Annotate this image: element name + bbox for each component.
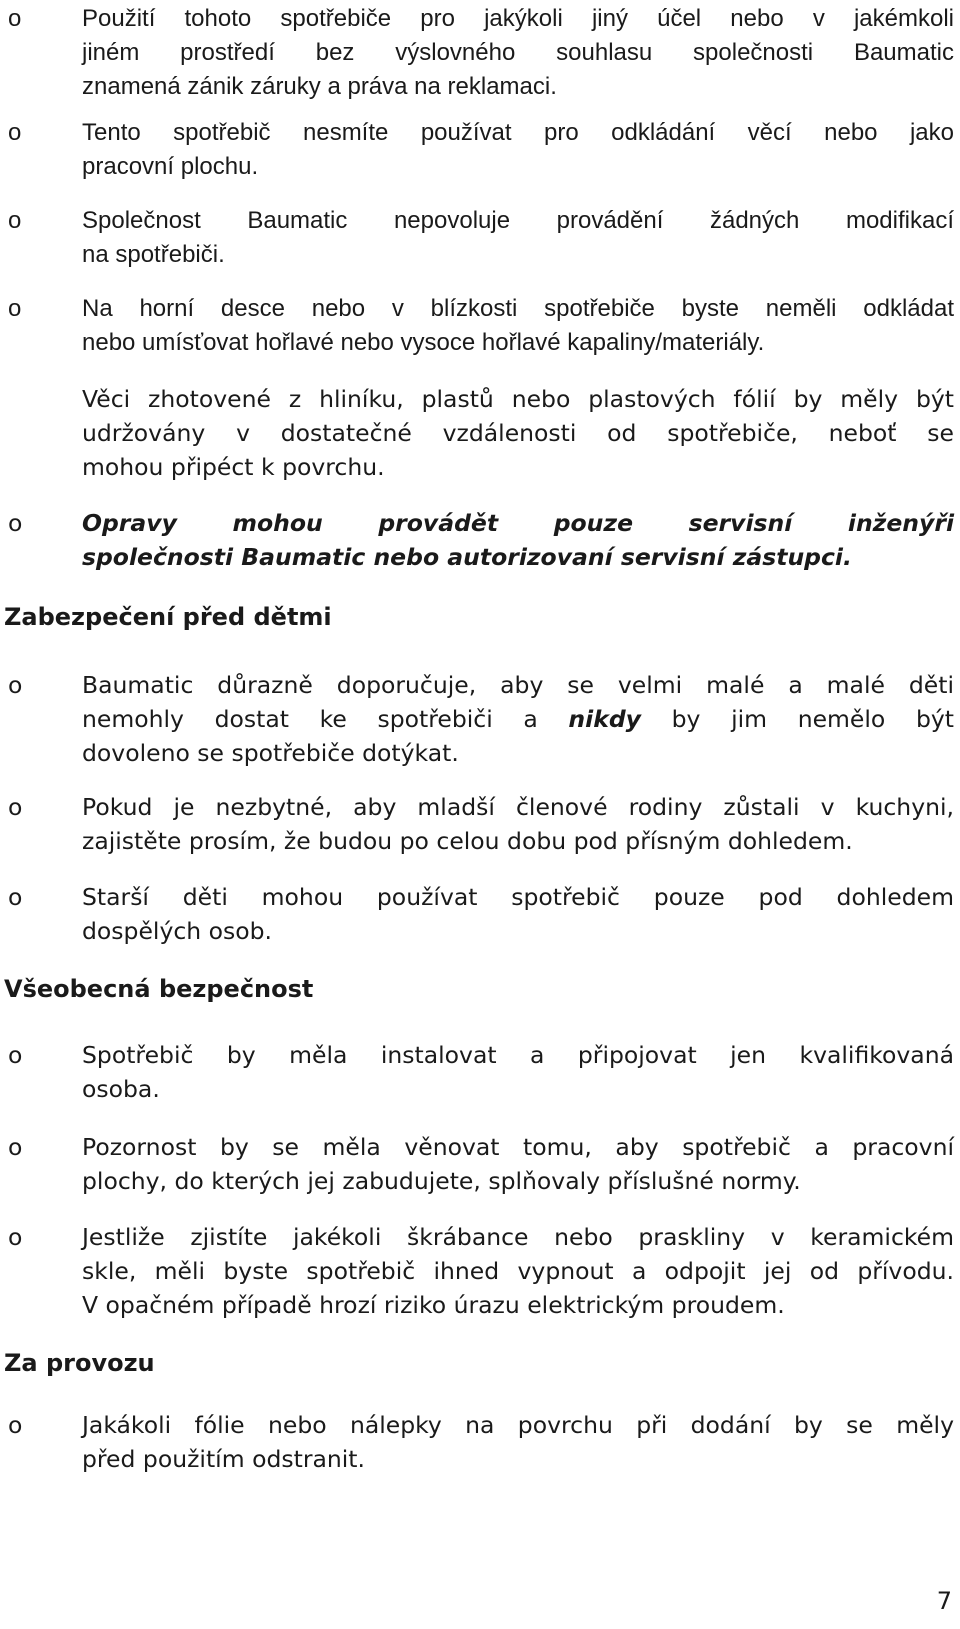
item-line: Pokud je nezbytné, aby mladší členové rodiny zůstali v kuchyni, xyxy=(82,793,954,821)
note-line: udržovány v dostatečné vzdálenosti od spotřebiče, neboť se xyxy=(82,419,954,447)
list-item xyxy=(82,1408,954,1476)
list-bullet: o xyxy=(8,883,23,911)
item-line: Spotřebič by měla instalovat a připojovat jen kvalifikovaná xyxy=(82,1041,954,1069)
section-heading-child-safety: Zabezpečení před dětmi xyxy=(4,603,332,631)
list-item xyxy=(82,668,954,770)
item-line: zajistěte prosím, že budou po celou dobu pod přísným dohledem. xyxy=(82,827,853,855)
emphasis-text: nikdy xyxy=(568,705,641,733)
list-item xyxy=(82,292,954,360)
note-line: mohou připéct k povrchu. xyxy=(82,453,385,481)
section-heading-general-safety: Všeobecná bezpečnost xyxy=(4,975,314,1003)
item-line: Použití tohoto spotřebiče pro jakýkoli jiný účel nebo v jakémkoli xyxy=(82,5,954,32)
item-line: jiném prostředí bez výslovného souhlasu společnosti Baumatic xyxy=(82,39,954,66)
item-line: Pozornost by se měla věnovat tomu, aby spotřebič a pracovní xyxy=(82,1133,954,1161)
list-item xyxy=(82,880,954,948)
list-bullet: o xyxy=(8,295,22,322)
list-bullet: o xyxy=(8,1223,23,1251)
item-line: na spotřebiči. xyxy=(82,241,225,268)
item-line: dovoleno se spotřebiče dotýkat. xyxy=(82,739,459,767)
list-bullet: o xyxy=(8,207,22,234)
section-heading-operation: Za provozu xyxy=(4,1349,155,1377)
list-bullet: o xyxy=(8,119,22,146)
item-line: nebo umísťovat hořlavé nebo vysoce hořlavé kapaliny/materiály. xyxy=(82,329,765,356)
item-line: dospělých osob. xyxy=(82,917,273,945)
note-paragraph xyxy=(82,382,954,484)
list-bullet: o xyxy=(8,671,23,699)
list-item xyxy=(82,1038,954,1106)
note-line: Věci zhotovené z hliníku, plastů nebo plastových fólií by měly být xyxy=(82,385,954,413)
item-line: pracovní plochu. xyxy=(82,153,259,180)
repair-line: společnosti Baumatic nebo autorizovaní servisní zástupci. xyxy=(82,543,852,571)
item-line: Starší děti mohou používat spotřebič pouze pod dohledem xyxy=(82,883,954,911)
item-line: skle, měli byste spotřebič ihned vypnout a odpojit jej od přívodu. xyxy=(82,1257,954,1285)
item-text: nemohly dostat ke spotřebiči a xyxy=(82,705,569,733)
list-item xyxy=(82,790,954,858)
item-line: znamená zánik záruky a práva na reklamaci. xyxy=(82,73,557,100)
item-line xyxy=(82,702,954,736)
item-line: Jestliže zjistíte jakékoli škrábance nebo praskliny v keramickém xyxy=(82,1223,954,1251)
list-bullet: o xyxy=(8,1041,23,1069)
list-bullet: o xyxy=(8,1133,23,1161)
list-item xyxy=(82,1130,954,1198)
list-bullet: o xyxy=(8,5,22,32)
item-line: Společnost Baumatic nepovoluje provádění žádných modifikací xyxy=(82,207,954,234)
list-bullet: o xyxy=(8,793,23,821)
list-item xyxy=(82,1220,954,1322)
item-line: V opačném případě hrozí riziko úrazu elektrickým proudem. xyxy=(82,1291,785,1319)
item-line: plochy, do kterých jej zabudujete, splňovaly příslušné normy. xyxy=(82,1167,801,1195)
list-bullet: o xyxy=(8,509,23,537)
list-item xyxy=(82,204,954,272)
repair-notice xyxy=(82,506,954,574)
list-bullet: o xyxy=(8,1411,23,1439)
page-number: 7 xyxy=(936,1587,952,1615)
item-line: Tento spotřebič nesmíte používat pro odkládání věcí nebo jako xyxy=(82,119,954,146)
item-text: by jim nemělo být xyxy=(640,705,954,733)
repair-line: Opravy mohou provádět pouze servisní inženýři xyxy=(82,509,954,537)
item-line: osoba. xyxy=(82,1075,160,1103)
list-item xyxy=(82,2,954,104)
list-item xyxy=(82,116,954,184)
item-line: Jakákoli fólie nebo nálepky na povrchu při dodání by se měly xyxy=(82,1411,954,1439)
item-line: Baumatic důrazně doporučuje, aby se velmi malé a malé děti xyxy=(82,671,954,699)
item-line: před použitím odstranit. xyxy=(82,1445,365,1473)
item-line: Na horní desce nebo v blízkosti spotřebiče byste neměli odkládat xyxy=(82,295,954,322)
